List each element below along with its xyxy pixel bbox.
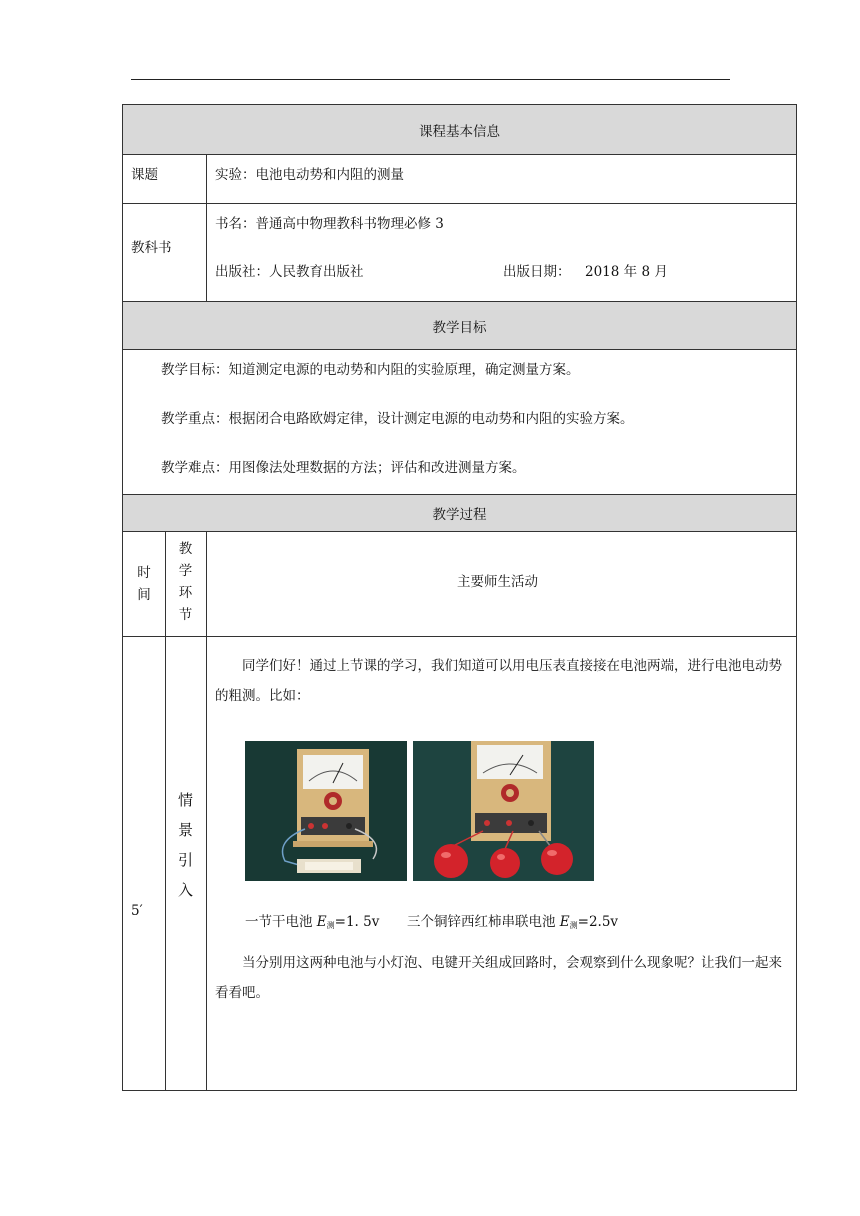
- voltmeter-battery-photo: [245, 741, 407, 881]
- voltmeter-tomato-battery-photo: [413, 741, 594, 881]
- difficulty-text: 教学难点：用图像法处理数据的方法；评估和改进测量方案。: [161, 460, 526, 476]
- process-header-text: 教学过程: [432, 507, 487, 523]
- goals-header: [123, 302, 796, 350]
- key-point-text: 教学重点：根据闭合电路欧姆定律，设计测定电源的电动势和内阻的实验方案。: [161, 411, 634, 427]
- goal-text: 教学目标：知道测定电源的电动势和内阻的实验原理，确定测量方案。: [161, 362, 580, 378]
- course-info-header-text: 课程基本信息: [419, 123, 500, 140]
- course-info-header: [123, 105, 796, 155]
- voltmeter-battery-photo-svg: [245, 741, 407, 881]
- col-stage-label: 教 学 环 节: [178, 541, 193, 623]
- process-header: [123, 495, 796, 532]
- publisher: 出版社：人民教育出版社: [215, 264, 364, 280]
- textbook-label: 教科书: [131, 240, 172, 256]
- process-column-header: [123, 532, 796, 637]
- lesson-plan-table: [122, 104, 797, 1091]
- topic-row: [123, 155, 796, 204]
- goals-header-text: 教学目标: [432, 319, 487, 336]
- intro-paragraph: 同学们好！通过上节课的学习，我们知道可以用电压表直接接在电池两端，进行电池电动势的粗测。比如：: [215, 658, 782, 704]
- voltmeter-tomato-battery-photo-svg: [413, 741, 594, 881]
- textbook-row: [123, 204, 796, 302]
- col-activity-label: 主要师生活动: [457, 574, 538, 590]
- book-name: 书名：普通高中物理教科书物理必修 3: [215, 216, 444, 232]
- caption-tomato-battery: 三个铜锌西红柿串联电池 $E_测=2.5v$: [407, 914, 619, 930]
- pub-date-label: 出版日期：: [503, 264, 571, 280]
- caption-dry-cell: 一节干电池 $E_测=1$. 5v: [245, 914, 380, 930]
- goals-body: [123, 350, 796, 495]
- topic-label: 课题: [131, 167, 158, 183]
- process-content-row: [123, 637, 796, 1090]
- col-time-label: 时 间: [137, 565, 151, 603]
- row-stage: 情 景 引 入: [177, 791, 193, 899]
- topic-value: 实验：电池电动势和内阻的测量: [215, 167, 404, 183]
- page-top-rule: [131, 79, 730, 80]
- question-paragraph: 当分别用这两种电池与小灯泡、电键开关组成回路时，会观察到什么现象呢？让我们一起来看看吧。: [215, 955, 782, 1001]
- row-time: 5′: [131, 903, 143, 919]
- pub-date-value: 2018 年 8 月: [585, 264, 668, 280]
- activity-cell: [207, 637, 796, 1090]
